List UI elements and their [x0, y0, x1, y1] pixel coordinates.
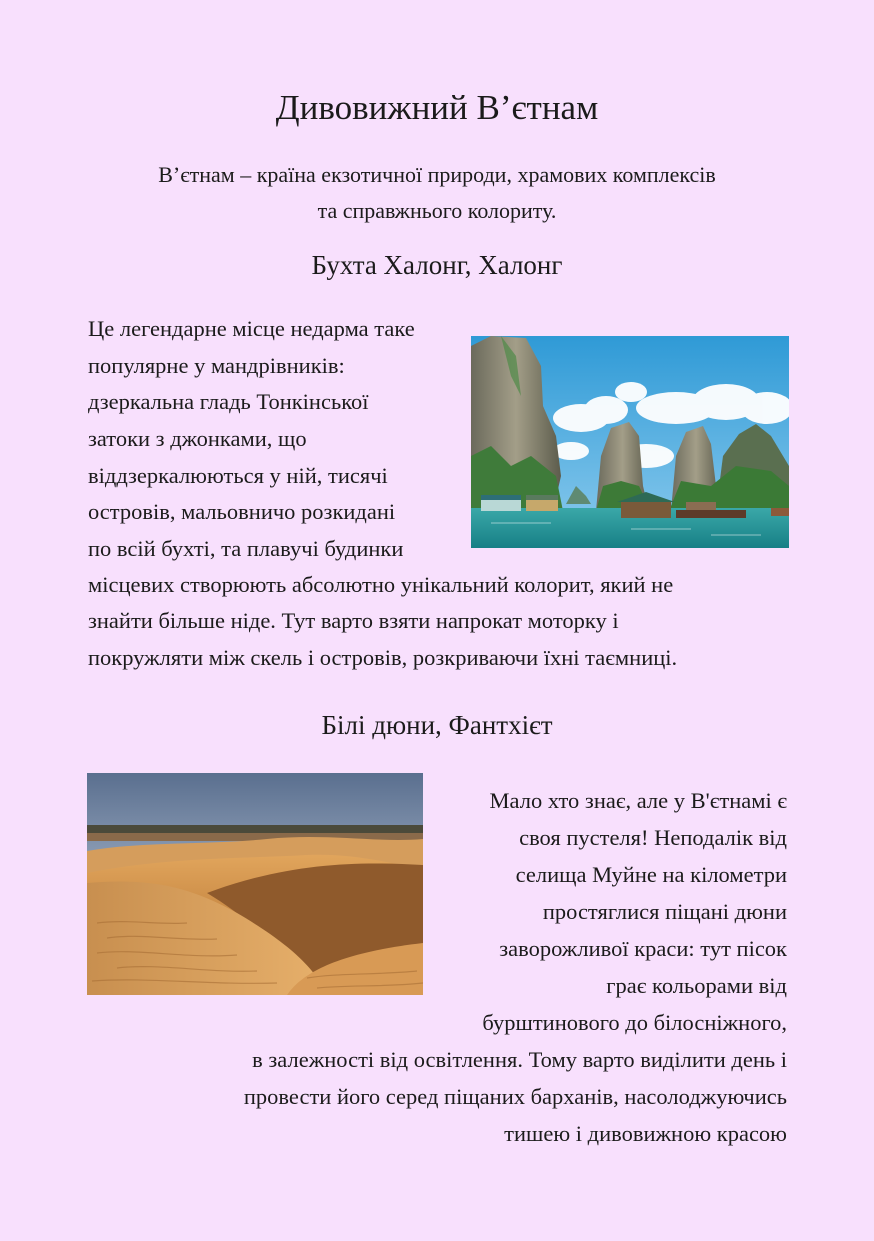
text-line: місцевих створюють абсолютно унікальний колорит, який не [88, 572, 674, 597]
halong-bay-photo [471, 336, 789, 548]
text-line: популярне у мандрівників: [88, 353, 345, 378]
text-line: Мало хто знає, але у В'єтнамі є [489, 788, 787, 813]
intro-line: В’єтнам – країна екзотичної природи, храмових комплексів [158, 162, 716, 187]
text-line: знайти більше ніде. Тут варто взяти напрокат моторку і [88, 608, 619, 633]
section-heading-halong: Бухта Халонг, Халонг [311, 250, 563, 280]
section-heading-dunes: Білі дюни, Фантхієт [321, 710, 553, 740]
text-line: покружляти між скель і островів, розкриваючи їхні таємниці. [88, 645, 678, 670]
text-line: грає кольорами від [606, 973, 787, 998]
page-title: Дивовижний В’єтнам [275, 88, 599, 127]
text-line: тишею і дивовижною красою [504, 1121, 787, 1146]
intro-line: та справжнього колориту. [317, 198, 557, 223]
text-line: бурштинового до білосніжного, [482, 1010, 787, 1035]
text-line: віддзеркалюються у ній, тисячі [88, 463, 388, 488]
text-line: заворожливої краси: тут пісок [499, 936, 787, 961]
text-line: Це легендарне місце недарма таке [88, 316, 415, 341]
text-line: своя пустеля! Неподалік від [519, 825, 787, 850]
text-line: в залежності від освітлення. Тому варто виділити день і [252, 1047, 787, 1072]
text-line: селища Муйне на кілометри [515, 862, 787, 887]
text-line: дзеркальна гладь Тонкінської [88, 389, 369, 414]
sand-dunes-photo [87, 773, 423, 995]
text-line: островів, мальовничо розкидані [88, 499, 396, 524]
text-line: по всій бухті, та плавучі будинки [88, 536, 404, 561]
intro-paragraph [0, 157, 874, 229]
text-line: простяглися піщані дюни [542, 899, 787, 924]
text-line: провести його серед піщаних барханів, насолоджуючись [243, 1084, 787, 1109]
text-line: затоки з джонками, що [88, 426, 307, 451]
